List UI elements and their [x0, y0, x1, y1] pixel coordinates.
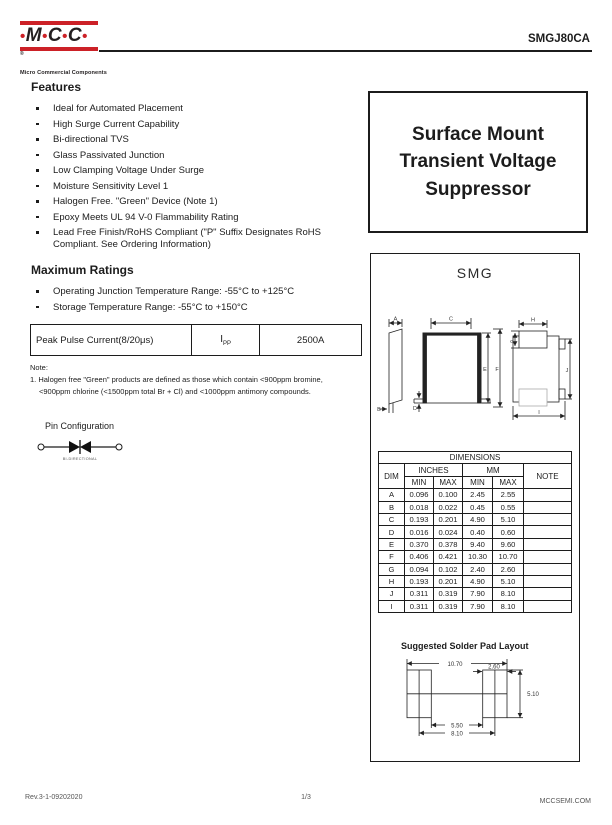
logo-letter: M — [25, 25, 43, 46]
solder-pad-title: Suggested Solder Pad Layout — [401, 641, 529, 651]
bidirectional-tvs-symbol-icon — [36, 438, 128, 466]
feature-item: Bi-directional TVS — [30, 134, 362, 146]
dim-label-a: A — [393, 316, 398, 323]
pulse-parameter: Peak Pulse Current(8/20μs) — [31, 325, 192, 356]
table-row — [379, 452, 572, 464]
logo-bar-bottom — [20, 47, 98, 51]
bullet-icon — [36, 123, 39, 126]
feature-item: Lead Free Finish/RoHS Compliant ("P" Suffix Designates RoHS Compliant. See Ordering Information) — [30, 227, 362, 250]
dim-label-b: B — [377, 407, 381, 413]
rating-item: Operating Junction Temperature Range: -55°C to +125°C — [30, 286, 362, 298]
table-row: D 0.016 0.024 0.40 0.60 — [379, 526, 572, 538]
part-number: SMGJ80CA — [528, 33, 590, 45]
feature-item: Low Clamping Voltage Under Surge — [30, 165, 362, 177]
table-row: E 0.370 0.378 9.40 9.60 — [379, 538, 572, 550]
product-title: Surface Mount Transient Voltage Suppressor — [399, 123, 557, 200]
dim-label-h: H — [531, 317, 535, 324]
dim-label-g: G — [510, 340, 514, 345]
bullet-icon — [36, 154, 39, 157]
bullet-icon — [36, 107, 39, 110]
dim-label-f: F — [495, 367, 499, 373]
table-row: I 0.311 0.319 7.90 8.10 — [379, 600, 572, 612]
dimensions-table — [378, 451, 572, 613]
bullet-icon — [36, 290, 39, 293]
solder-pad-drawing — [397, 654, 557, 744]
rating-item: Storage Temperature Range: -55°C to +150°C — [30, 302, 362, 314]
dim-label-j: J — [565, 368, 569, 374]
solder-dim-pad-width: 2.60 — [488, 664, 500, 671]
bullet-icon — [36, 306, 39, 309]
logo-dot: • — [62, 28, 68, 45]
dim-label-d: D — [413, 406, 417, 412]
max-ratings-title: Maximum Ratings — [31, 263, 134, 277]
bullet-icon — [36, 200, 39, 203]
pulse-value: 2500A — [260, 325, 362, 356]
max-ratings-list — [30, 286, 362, 313]
note-line-1: 1. Halogen free "Green" products are defined as those which contain <900ppm bromine, — [30, 374, 323, 384]
left-column — [30, 80, 362, 396]
peak-pulse-table — [30, 324, 362, 356]
table-row: G 0.094 0.102 2.40 2.60 — [379, 563, 572, 575]
dim-label-c: C — [449, 316, 453, 323]
pulse-symbol: $I_{PP}$ — [191, 325, 259, 356]
col-mm: MM — [463, 464, 524, 476]
footer-website: MCCSEMI.COM — [539, 798, 591, 805]
features-title: Features — [31, 80, 82, 94]
solder-dim-height: 5.10 — [527, 692, 539, 698]
package-outline-drawing — [375, 296, 575, 430]
dim-label-i: I — [538, 410, 540, 416]
feature-item: Halogen Free. "Green" Device (Note 1) — [30, 196, 362, 208]
logo-wordmark — [20, 25, 104, 47]
logo-dot: • — [42, 28, 48, 45]
table-row: F 0.406 0.421 10.30 10.70 — [379, 551, 572, 563]
solder-dim-span: 8.10 — [451, 731, 463, 738]
logo-letter: C — [67, 25, 83, 46]
dim-table-title: DIMENSIONS — [379, 452, 572, 464]
table-row: H 0.193 0.201 4.90 5.10 — [379, 575, 572, 587]
bullet-icon — [36, 185, 39, 188]
col-inches: INCHES — [405, 464, 463, 476]
symbol-caption: BI-DIRECTIONAL — [62, 457, 98, 461]
col-dim: DIM — [379, 464, 405, 489]
features-list — [30, 103, 362, 250]
bullet-icon — [36, 231, 39, 234]
bullet-icon — [36, 216, 39, 219]
feature-item: Ideal for Automated Placement — [30, 103, 362, 115]
solder-dim-gap: 5.50 — [451, 723, 463, 730]
footer-page-number: 1/3 — [301, 794, 311, 801]
package-name: SMG — [456, 265, 494, 281]
logo-tagline: Micro Commercial Components — [20, 70, 107, 76]
bullet-icon — [36, 169, 39, 172]
product-title-box — [368, 91, 588, 233]
table-row: A 0.096 0.100 2.45 2.55 — [379, 489, 572, 501]
feature-item: Glass Passivated Junction — [30, 150, 362, 162]
table-row — [379, 464, 572, 476]
pin-config-label: Pin Configuration — [45, 421, 115, 431]
feature-item: High Surge Current Capability — [30, 119, 362, 131]
note-label: Note: — [30, 363, 48, 372]
table-row: MIN MAX MIN MAX — [379, 476, 572, 488]
package-box — [370, 253, 580, 762]
col-note: NOTE — [524, 464, 572, 489]
bullet-icon — [36, 138, 39, 141]
registered-mark: ® — [20, 51, 24, 57]
mcc-logo — [20, 21, 107, 76]
header-rule — [99, 50, 592, 52]
feature-item: Epoxy Meets UL 94 V-0 Flammability Rating — [30, 212, 362, 224]
note-line-2: <900ppm chlorine (<1500ppm total Br + Cl) and <1000ppm antimony compounds. — [39, 386, 311, 396]
table-row: B 0.018 0.022 0.45 0.55 — [379, 501, 572, 513]
table-row: J 0.311 0.319 7.90 8.10 — [379, 588, 572, 600]
solder-dim-width: 10.70 — [447, 661, 463, 668]
table-row — [31, 325, 362, 356]
logo-dot: • — [20, 28, 26, 45]
table-row: C 0.193 0.201 4.90 5.10 — [379, 513, 572, 525]
feature-item: Moisture Sensitivity Level 1 — [30, 181, 362, 193]
logo-dot: • — [82, 28, 88, 45]
logo-letter: C — [47, 25, 63, 46]
dim-label-e: E — [483, 367, 487, 373]
footer-revision: Rev.3-1-09202020 — [25, 794, 83, 801]
